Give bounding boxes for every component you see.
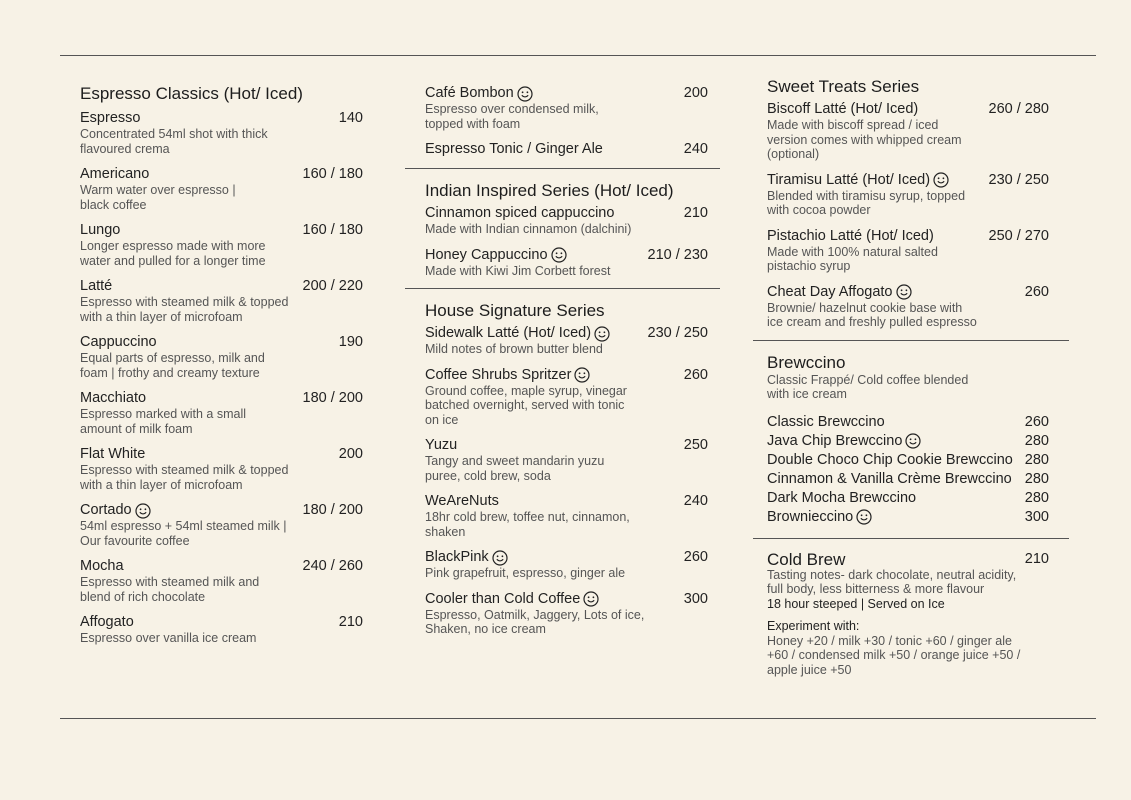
item-name bbox=[80, 334, 157, 351]
item-description: blend of rich chocolate bbox=[80, 589, 206, 604]
price: 210 bbox=[683, 205, 708, 221]
experiment-option: +60 / condensed milk +50 / orange juice +50 / bbox=[767, 648, 1021, 662]
item-description: Made with 100% natural salted bbox=[767, 244, 938, 259]
item-name-text: Honey Cappuccino bbox=[425, 246, 548, 263]
item-description: Espresso with steamed milk and bbox=[80, 575, 260, 589]
item-description: Concentrated 54ml shot with thick bbox=[80, 127, 268, 141]
item-name bbox=[80, 502, 151, 519]
menu-item-row bbox=[425, 493, 708, 510]
menu-item-row bbox=[425, 205, 708, 222]
item-name-text: Espresso bbox=[80, 110, 141, 126]
smiley-icon bbox=[856, 509, 872, 525]
price: 240 bbox=[683, 493, 708, 509]
item-name-text: Lungo bbox=[80, 222, 121, 238]
item-name bbox=[767, 172, 949, 189]
brewccino-description: Classic Frappé/ Cold coffee blended bbox=[767, 372, 969, 387]
section-title: Indian Inspired Series (Hot/ Iced) bbox=[425, 181, 674, 200]
item-name bbox=[425, 437, 457, 454]
item-name-text: Sidewalk Latté (Hot/ Iced) bbox=[425, 325, 592, 341]
experiment-option: Honey +20 / milk +30 / tonic +60 / ginger ale bbox=[767, 633, 1012, 648]
item-name-text: Brownieccino bbox=[767, 508, 854, 525]
price: 140 bbox=[338, 110, 363, 126]
price: 200 / 220 bbox=[302, 278, 363, 294]
item-name-text: Cheat Day Affogato bbox=[767, 283, 893, 300]
item-name bbox=[767, 284, 912, 301]
menu-item bbox=[767, 452, 1049, 469]
menu-item bbox=[425, 591, 708, 637]
menu-item-row bbox=[80, 334, 363, 351]
item-name bbox=[767, 101, 918, 118]
item-name bbox=[80, 558, 124, 575]
section-title: Sweet Treats Series bbox=[767, 77, 920, 96]
price: 260 bbox=[1024, 413, 1049, 430]
item-name bbox=[425, 247, 567, 264]
item-name-text: Macchiato bbox=[80, 390, 147, 406]
menu-item-row bbox=[767, 433, 1049, 450]
divider bbox=[753, 340, 1069, 341]
price: 180 / 200 bbox=[302, 502, 363, 518]
menu-item-row bbox=[767, 172, 1049, 189]
item-description: shaken bbox=[425, 524, 466, 539]
menu-item bbox=[425, 247, 708, 279]
price: 210 bbox=[338, 614, 363, 630]
item-description: on ice bbox=[425, 412, 459, 427]
smiley-icon bbox=[135, 503, 151, 519]
item-name-text: Affogato bbox=[80, 614, 134, 630]
price: 250 bbox=[683, 437, 708, 453]
item-description: 18hr cold brew, toffee nut, cinnamon, bbox=[425, 510, 630, 524]
cold-brew-description: Tasting notes- dark chocolate, neutral acidity, bbox=[767, 567, 1017, 582]
item-name-text: Latté bbox=[80, 278, 113, 294]
brewccino-description: with ice cream bbox=[767, 387, 847, 401]
price: 240 bbox=[683, 141, 708, 157]
item-name-text: Americano bbox=[80, 166, 150, 182]
menu-item bbox=[767, 101, 1049, 162]
item-name bbox=[767, 414, 885, 431]
menu-item-row bbox=[425, 437, 708, 454]
menu-item-row bbox=[767, 414, 1049, 431]
price: 240 / 260 bbox=[302, 558, 363, 574]
item-name-text: Dark Mocha Brewccino bbox=[767, 489, 917, 506]
item-description: ice cream and freshly pulled espresso bbox=[767, 315, 977, 329]
item-description: Tangy and sweet mandarin yuzu bbox=[425, 454, 605, 468]
item-name bbox=[80, 446, 145, 463]
menu-item bbox=[767, 172, 1049, 218]
item-description: pistachio syrup bbox=[767, 259, 851, 273]
menu-item-row bbox=[425, 85, 708, 102]
item-description: Espresso over condensed milk, bbox=[425, 102, 599, 116]
section-title: House Signature Series bbox=[425, 301, 605, 320]
item-description: Our favourite coffee bbox=[80, 533, 190, 548]
item-name-text: Classic Brewccino bbox=[767, 413, 885, 430]
section-title: Espresso Classics (Hot/ Iced) bbox=[80, 84, 303, 103]
item-name bbox=[767, 228, 934, 245]
menu-item bbox=[425, 493, 708, 539]
divider bbox=[753, 538, 1069, 539]
price: 230 / 250 bbox=[647, 325, 708, 341]
item-name-text: Espresso Tonic / Ginger Ale bbox=[425, 141, 603, 157]
item-name-text: Cinnamon spiced cappuccino bbox=[425, 205, 615, 221]
section-title: Cold Brew bbox=[767, 549, 846, 569]
item-name bbox=[80, 278, 112, 295]
item-name bbox=[425, 493, 499, 510]
price: 260 bbox=[1024, 283, 1049, 300]
item-description: with a thin layer of microfoam bbox=[80, 309, 243, 324]
menu-item-row bbox=[80, 614, 363, 631]
menu-item-row bbox=[767, 471, 1049, 488]
price: 300 bbox=[683, 590, 708, 607]
item-name-text: Tiramisu Latté (Hot/ Iced) bbox=[767, 171, 931, 188]
menu-item-row bbox=[767, 452, 1049, 469]
item-name bbox=[425, 549, 508, 566]
smiley-icon bbox=[517, 86, 533, 102]
menu-item bbox=[425, 85, 708, 131]
menu-item bbox=[767, 471, 1049, 488]
item-name bbox=[767, 509, 872, 526]
top-rule bbox=[60, 55, 1096, 56]
item-description: Made with biscoff spread / iced bbox=[767, 118, 939, 132]
menu-item bbox=[767, 414, 1049, 431]
experiment-option: apple juice +50 bbox=[767, 662, 852, 677]
item-name-text: Pistachio Latté (Hot/ Iced) bbox=[767, 227, 934, 244]
menu-item bbox=[80, 558, 363, 604]
menu-item bbox=[425, 437, 708, 483]
item-description: Made with Indian cinnamon (dalchini) bbox=[425, 222, 632, 236]
item-description: Brownie/ hazelnut cookie base with bbox=[767, 300, 963, 315]
bottom-rule bbox=[60, 718, 1096, 719]
menu-item bbox=[767, 509, 1049, 526]
cold-brew-description: full body, less bitterness & more flavour bbox=[767, 582, 985, 596]
menu-item bbox=[80, 446, 363, 492]
item-name-text: Mocha bbox=[80, 558, 124, 574]
item-name bbox=[767, 490, 916, 507]
item-name bbox=[80, 222, 120, 239]
menu-item bbox=[425, 549, 708, 581]
smiley-icon bbox=[583, 591, 599, 607]
item-description: Espresso with steamed milk & topped bbox=[80, 463, 289, 477]
item-description: Blended with tiramisu syrup, topped bbox=[767, 188, 966, 203]
item-description: with cocoa powder bbox=[767, 203, 871, 217]
item-name bbox=[80, 110, 140, 127]
menu-item-row bbox=[425, 367, 708, 384]
item-name-text: BlackPink bbox=[425, 549, 489, 565]
item-description: Mild notes of brown butter blend bbox=[425, 342, 603, 356]
menu-item bbox=[80, 390, 363, 436]
price: 260 / 280 bbox=[988, 101, 1049, 117]
price: 190 bbox=[338, 334, 363, 350]
item-description: batched overnight, served with tonic bbox=[425, 398, 625, 412]
item-description: version comes with whipped cream bbox=[767, 132, 962, 147]
menu-item-row bbox=[767, 509, 1049, 526]
menu-item bbox=[425, 367, 708, 428]
price: 160 / 180 bbox=[302, 222, 363, 238]
item-description: puree, cold brew, soda bbox=[425, 468, 551, 483]
menu-item bbox=[80, 334, 363, 380]
column-middle bbox=[405, 85, 720, 647]
item-description: topped with foam bbox=[425, 116, 521, 131]
price: 160 / 180 bbox=[302, 166, 363, 182]
item-description: Shaken, no ice cream bbox=[425, 622, 546, 636]
item-description: Espresso over vanilla ice cream bbox=[80, 631, 257, 645]
item-description: Ground coffee, maple syrup, vinegar bbox=[425, 383, 627, 398]
menu-item bbox=[80, 278, 363, 324]
menu-item-row bbox=[80, 502, 363, 519]
smiley-icon bbox=[933, 172, 949, 188]
item-name bbox=[425, 591, 599, 608]
experiment-title: Experiment with: bbox=[767, 619, 860, 633]
menu-item bbox=[80, 110, 363, 156]
item-description: Made with Kiwi Jim Corbett forest bbox=[425, 263, 611, 278]
item-name bbox=[425, 325, 610, 342]
price: 250 / 270 bbox=[988, 227, 1049, 244]
item-name bbox=[425, 367, 590, 384]
column-right bbox=[753, 77, 1069, 677]
section-title: Brewccino bbox=[767, 352, 846, 372]
item-name-text: Java Chip Brewccino bbox=[767, 432, 903, 449]
item-name-text: Coffee Shrubs Spritzer bbox=[425, 366, 572, 383]
menu-item-row bbox=[80, 278, 363, 295]
price: 260 bbox=[683, 549, 708, 565]
item-description: foam | frothy and creamy texture bbox=[80, 365, 260, 380]
menu-item-row bbox=[425, 549, 708, 566]
item-name bbox=[767, 433, 921, 450]
item-description: Espresso marked with a small bbox=[80, 407, 247, 421]
menu-item-row bbox=[80, 390, 363, 407]
menu-item-row bbox=[425, 141, 708, 158]
item-name-text: Cappuccino bbox=[80, 334, 157, 350]
divider bbox=[405, 168, 720, 169]
smiley-icon bbox=[896, 284, 912, 300]
menu-item-row bbox=[767, 101, 1049, 118]
item-name bbox=[425, 141, 603, 158]
item-name-text: Cinnamon & Vanilla Crème Brewccino bbox=[767, 470, 1012, 487]
price: 180 / 200 bbox=[302, 390, 363, 406]
price: 210 / 230 bbox=[647, 246, 708, 263]
item-description: flavoured crema bbox=[80, 141, 170, 156]
item-description: Espresso, Oatmilk, Jaggery, Lots of ice, bbox=[425, 607, 645, 622]
item-description: Warm water over espresso | bbox=[80, 183, 236, 197]
smiley-icon bbox=[574, 367, 590, 383]
menu-item-row bbox=[425, 591, 708, 608]
item-name bbox=[425, 205, 614, 222]
menu-item-row bbox=[767, 490, 1049, 507]
item-name-text: Cooler than Cold Coffee bbox=[425, 590, 581, 607]
item-description: Longer espresso made with more bbox=[80, 239, 266, 253]
menu-item-row bbox=[80, 110, 363, 127]
menu-item-row bbox=[80, 166, 363, 183]
menu-item bbox=[80, 502, 363, 548]
espresso-classics-section bbox=[80, 84, 363, 656]
menu-item-row bbox=[767, 284, 1049, 301]
smiley-icon bbox=[905, 433, 921, 449]
menu-item bbox=[767, 228, 1049, 274]
item-name-text: WeAreNuts bbox=[425, 493, 499, 509]
item-description: (optional) bbox=[767, 147, 820, 161]
price: 230 / 250 bbox=[988, 171, 1049, 188]
price: 200 bbox=[683, 85, 708, 101]
item-description: Espresso with steamed milk & topped bbox=[80, 295, 289, 309]
menu-item-row bbox=[80, 558, 363, 575]
item-name bbox=[80, 390, 146, 407]
item-description: 54ml espresso + 54ml steamed milk | bbox=[80, 519, 287, 533]
item-name-text: Cortado bbox=[80, 502, 132, 518]
item-description: Pink grapefruit, espresso, ginger ale bbox=[425, 566, 626, 580]
item-name bbox=[767, 452, 1013, 469]
menu-item bbox=[767, 284, 1049, 330]
item-name-text: Biscoff Latté (Hot/ Iced) bbox=[767, 101, 919, 117]
item-description: Equal parts of espresso, milk and bbox=[80, 351, 265, 365]
menu-item-row bbox=[767, 228, 1049, 245]
item-description: water and pulled for a longer time bbox=[80, 253, 266, 268]
menu-item bbox=[80, 222, 363, 268]
item-name bbox=[80, 614, 134, 631]
price: 300 bbox=[1024, 508, 1049, 525]
item-name-text: Yuzu bbox=[425, 437, 458, 453]
price: 260 bbox=[683, 366, 708, 383]
smiley-icon bbox=[551, 247, 567, 263]
item-description: with a thin layer of microfoam bbox=[80, 477, 243, 492]
price: 280 bbox=[1024, 451, 1049, 468]
price: 210 bbox=[1024, 550, 1049, 567]
menu-item bbox=[425, 325, 708, 357]
menu-item-row bbox=[80, 222, 363, 239]
menu-item bbox=[80, 166, 363, 212]
cold-brew-header bbox=[767, 551, 1049, 568]
item-name-text: Café Bombon bbox=[425, 85, 514, 101]
price: 280 bbox=[1024, 489, 1049, 506]
item-description: amount of milk foam bbox=[80, 421, 193, 436]
price: 280 bbox=[1024, 470, 1049, 487]
item-description: black coffee bbox=[80, 197, 147, 212]
menu-item bbox=[80, 614, 363, 646]
cold-brew-steeped: 18 hour steeped | Served on Ice bbox=[767, 596, 945, 611]
smiley-icon bbox=[594, 326, 610, 342]
item-name bbox=[767, 471, 1012, 488]
item-name-text: Flat White bbox=[80, 446, 146, 462]
item-name-text: Double Choco Chip Cookie Brewccino bbox=[767, 451, 1013, 468]
menu-item bbox=[767, 490, 1049, 507]
menu-item bbox=[425, 141, 708, 158]
menu-item-row bbox=[80, 446, 363, 463]
price: 200 bbox=[338, 446, 363, 462]
menu-item bbox=[767, 433, 1049, 450]
price: 280 bbox=[1024, 432, 1049, 449]
item-name bbox=[80, 166, 149, 183]
smiley-icon bbox=[492, 550, 508, 566]
menu-item bbox=[425, 205, 708, 237]
menu-item-row bbox=[425, 247, 708, 264]
divider bbox=[405, 288, 720, 289]
item-name bbox=[425, 85, 533, 102]
menu-item-row bbox=[425, 325, 708, 342]
